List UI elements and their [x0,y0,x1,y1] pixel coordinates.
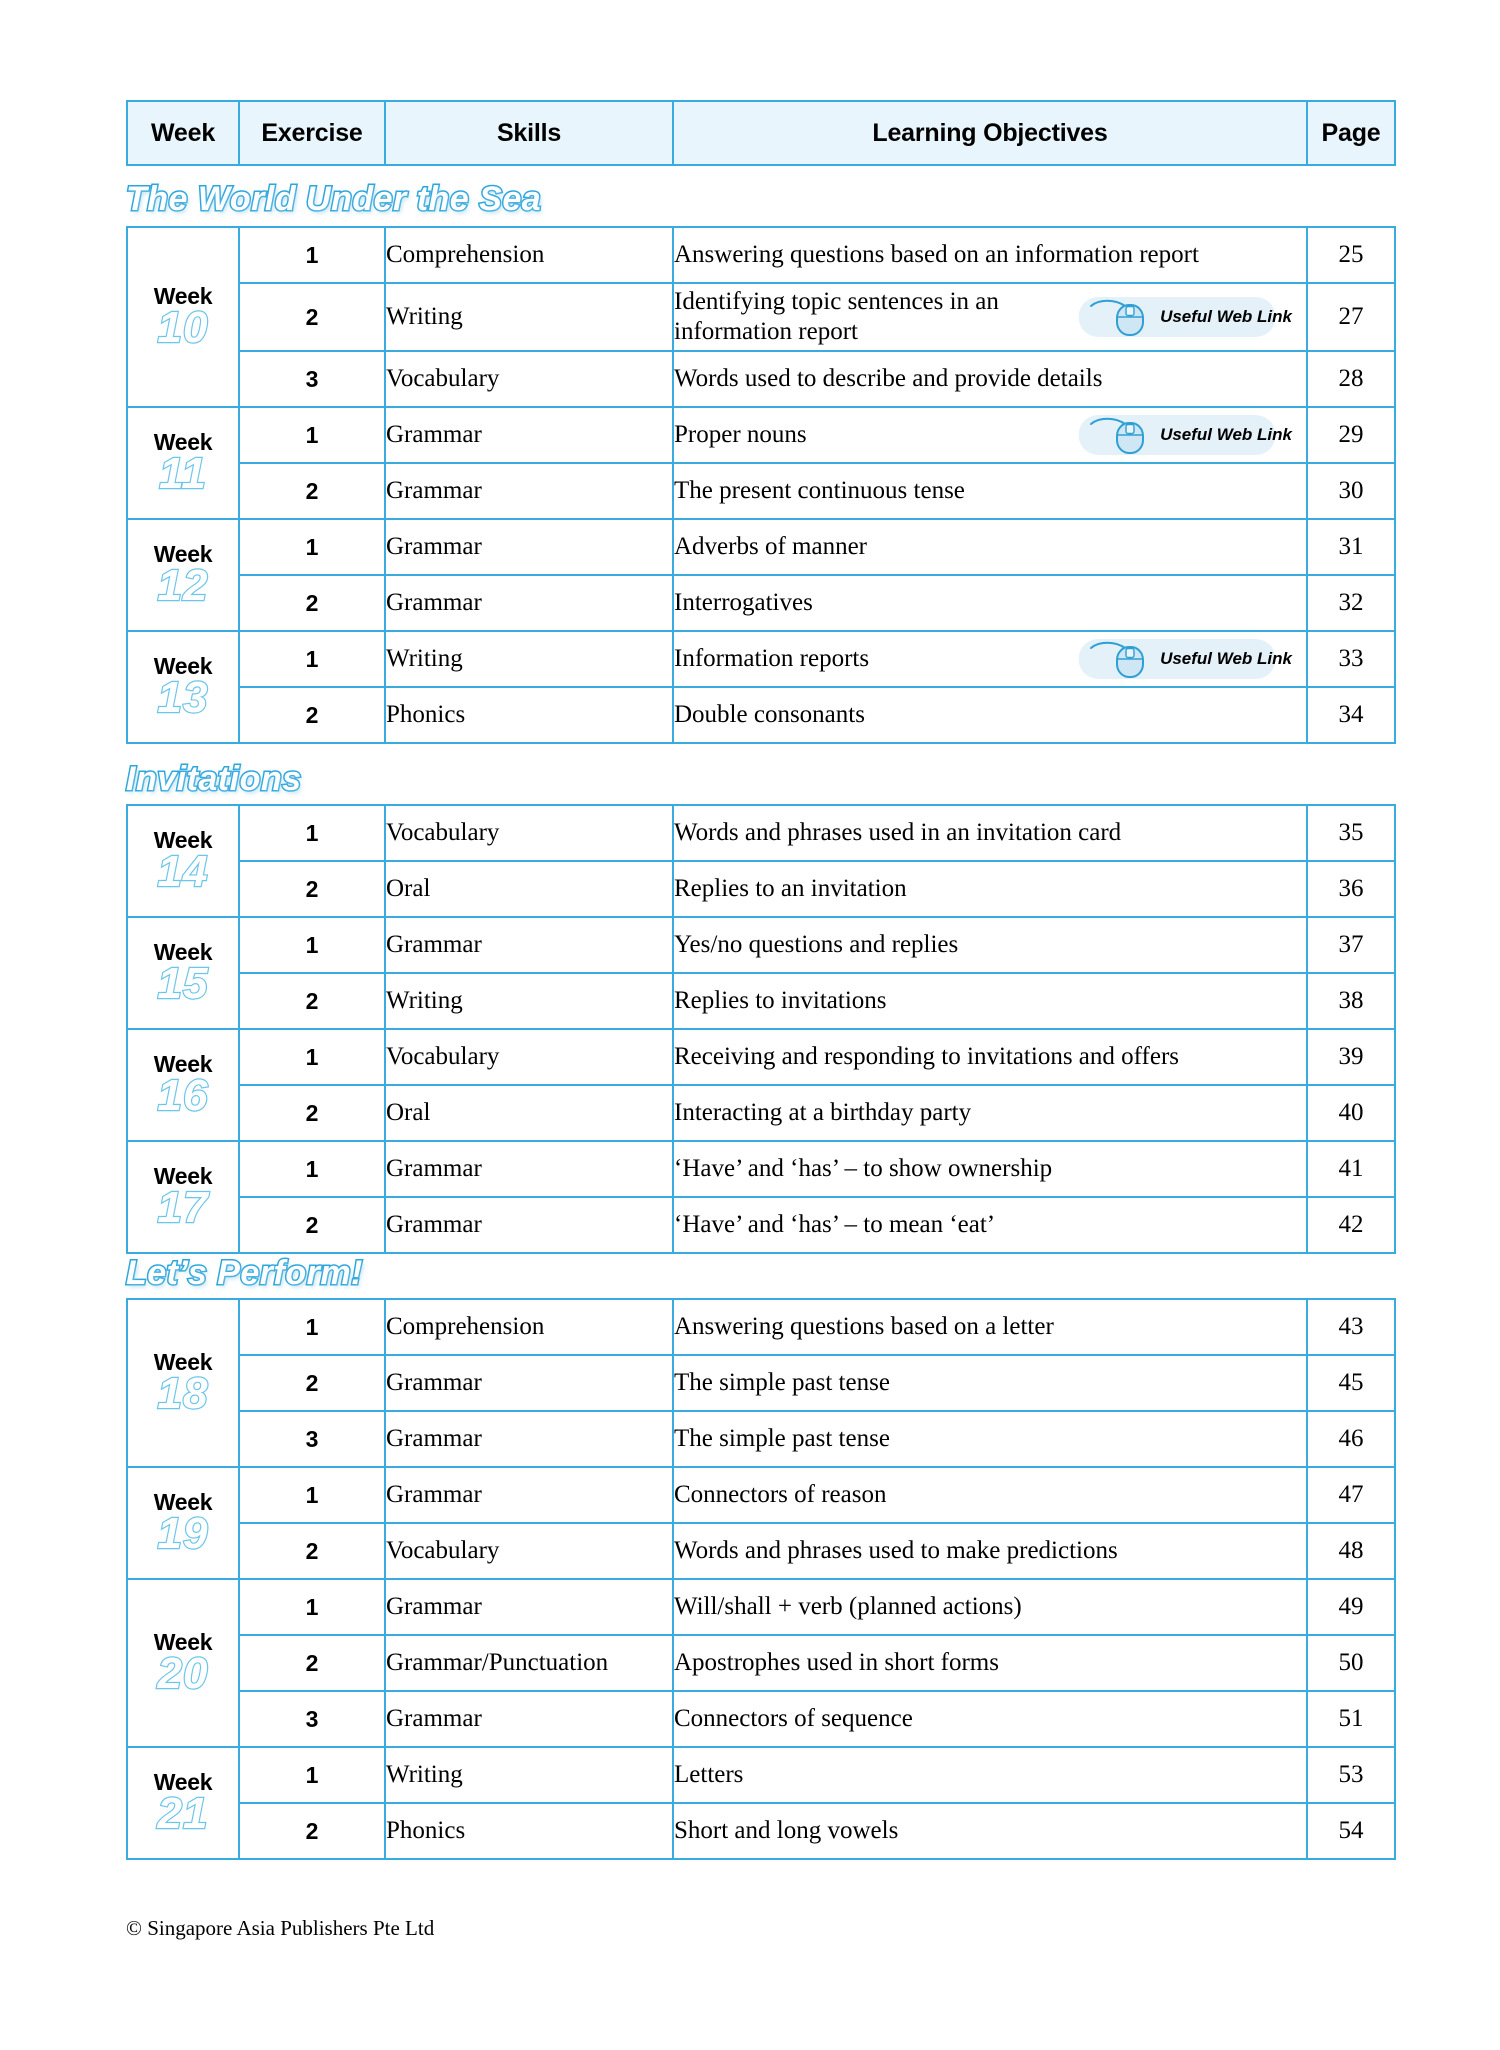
week-number: 18 [157,1369,209,1419]
week-label: Week [153,1348,213,1375]
learning-objective-cell [673,805,1307,861]
week-label: Week [153,1628,213,1655]
page-number: 41 [1307,1141,1395,1197]
week-label: Week [153,428,213,455]
learning-objective-cell [673,1691,1307,1747]
week-number: 21 [157,1789,209,1839]
skill-name: Writing [385,631,673,687]
learning-objective-cell [673,1085,1307,1141]
table-row [127,1141,1395,1197]
weblink-label: Useful Web Link [1160,649,1292,668]
skill-name: Grammar [385,575,673,631]
table-row [127,1411,1395,1467]
page-number: 28 [1307,351,1395,407]
table-row [127,351,1395,407]
header-table [126,100,1396,166]
table-row [127,1029,1395,1085]
page-number: 32 [1307,575,1395,631]
learning-objective-cell [673,1029,1307,1085]
learning-objective-text: Will/shall + verb (planned actions) [674,1593,1022,1620]
skill-name: Grammar [385,1411,673,1467]
exercise-number: 1 [239,1747,385,1803]
learning-objective-cell [673,1141,1307,1197]
week-number: 19 [157,1509,209,1559]
section-table [126,804,1396,1254]
learning-objective-cell [673,1523,1307,1579]
page-number: 27 [1307,283,1395,351]
week-number: 12 [157,561,209,611]
page-number: 49 [1307,1579,1395,1635]
learning-objective-text: Short and long vowels [674,1817,899,1844]
weblink-label: Useful Web Link [1160,425,1292,444]
learning-objective-text: Proper nouns [674,421,807,448]
exercise-number: 1 [239,407,385,463]
page-number: 30 [1307,463,1395,519]
week-label: Week [153,652,213,679]
week-label: Week [153,1162,213,1189]
week-cell [127,631,239,743]
exercise-number: 3 [239,1411,385,1467]
exercise-number: 1 [239,805,385,861]
column-header-page: Page [1307,101,1395,165]
mouse-icon [1085,415,1163,455]
learning-objective-text: Connectors of reason [674,1481,887,1508]
exercise-number: 1 [239,1141,385,1197]
skill-name: Writing [385,973,673,1029]
learning-objective-text: Words and phrases used in an invitation card [674,819,1122,846]
table-row [127,519,1395,575]
exercise-number: 2 [239,1355,385,1411]
learning-objective-cell [673,1299,1307,1355]
learning-objective-text: Replies to invitations [674,987,887,1014]
table-row [127,227,1395,283]
exercise-number: 2 [239,575,385,631]
page-number: 43 [1307,1299,1395,1355]
section-title: Let’s Perform! [126,1254,363,1292]
week-cell [127,407,239,519]
learning-objective-cell [673,861,1307,917]
page-number: 48 [1307,1523,1395,1579]
week-label: Week [153,540,213,567]
exercise-number: 1 [239,227,385,283]
table-row [127,805,1395,861]
week-label: Week [153,282,213,309]
table-row [127,1467,1395,1523]
section-title: The World Under the Sea [126,180,542,218]
exercise-number: 2 [239,463,385,519]
week-label: Week [153,938,213,965]
exercise-number: 3 [239,1691,385,1747]
skill-name: Grammar/Punctuation [385,1635,673,1691]
skill-name: Oral [385,861,673,917]
useful-web-link-badge[interactable] [1085,637,1292,681]
skill-name: Grammar [385,1579,673,1635]
table-row [127,1579,1395,1635]
skill-name: Writing [385,283,673,351]
learning-objective-text: The simple past tense [674,1369,890,1396]
learning-objective-text: Words and phrases used to make predictions [674,1537,1118,1564]
exercise-number: 2 [239,1635,385,1691]
learning-objective-cell [673,1355,1307,1411]
table-row [127,631,1395,687]
useful-web-link-badge[interactable] [1085,413,1292,457]
skill-name: Grammar [385,1197,673,1253]
skill-name: Grammar [385,1355,673,1411]
skill-name: Vocabulary [385,1523,673,1579]
week-label: Week [153,826,213,853]
week-cell [127,1747,239,1859]
skill-name: Grammar [385,519,673,575]
section-table-wrap [126,1298,1396,1860]
learning-objective-text: Information reports [674,645,870,672]
table-row [127,861,1395,917]
week-number: 10 [157,303,209,353]
learning-objective-text: Adverbs of manner [674,533,867,560]
page-number: 53 [1307,1747,1395,1803]
week-number: 13 [157,673,209,723]
skill-name: Phonics [385,1803,673,1859]
page-number: 33 [1307,631,1395,687]
week-label: Week [153,1050,213,1077]
exercise-number: 2 [239,687,385,743]
learning-objective-text: Identifying topic sentences in an information report [674,287,999,345]
week-cell [127,1299,239,1467]
table-row [127,1691,1395,1747]
skill-name: Vocabulary [385,1029,673,1085]
skill-name: Phonics [385,687,673,743]
page-number: 36 [1307,861,1395,917]
table-row [127,407,1395,463]
learning-objective-cell [673,1635,1307,1691]
learning-objective-text: ‘Have’ and ‘has’ – to show ownership [674,1155,1053,1182]
week-number: 16 [157,1071,209,1121]
skill-name: Grammar [385,463,673,519]
table-row [127,1355,1395,1411]
exercise-number: 2 [239,1085,385,1141]
skill-name: Oral [385,1085,673,1141]
section-title: Invitations [126,760,302,798]
week-cell [127,917,239,1029]
week-number: 14 [157,847,209,897]
page-number: 54 [1307,1803,1395,1859]
learning-objective-cell [673,407,1307,463]
learning-objective-cell [673,917,1307,973]
page-number: 35 [1307,805,1395,861]
learning-objective-text: Replies to an invitation [674,875,907,902]
learning-objective-text: Answering questions based on a letter [674,1313,1054,1340]
week-label: Week [153,1488,213,1515]
learning-objective-cell [673,1197,1307,1253]
learning-objective-cell [673,631,1307,687]
header-row [127,101,1395,165]
learning-objective-text: The simple past tense [674,1425,890,1452]
page-number: 34 [1307,687,1395,743]
learning-objective-text: Apostrophes used in short forms [674,1649,999,1676]
section-table-wrap [126,804,1396,1254]
section-table [126,226,1396,744]
week-number: 20 [157,1649,209,1699]
skill-name: Vocabulary [385,351,673,407]
learning-objective-text: Double consonants [674,701,865,728]
exercise-number: 2 [239,1523,385,1579]
learning-objective-text: Letters [674,1761,744,1788]
skill-name: Grammar [385,1467,673,1523]
table-row [127,687,1395,743]
page-number: 25 [1307,227,1395,283]
table-row [127,1085,1395,1141]
learning-objective-cell [673,519,1307,575]
page-number: 29 [1307,407,1395,463]
learning-objective-text: Answering questions based on an information report [674,241,1199,268]
table-row [127,1299,1395,1355]
learning-objective-text: Yes/no questions and replies [674,931,959,958]
table-row [127,575,1395,631]
mouse-icon [1085,297,1163,337]
table-row [127,463,1395,519]
learning-objective-cell [673,351,1307,407]
skill-name: Grammar [385,407,673,463]
exercise-number: 1 [239,519,385,575]
column-header-objectives: Learning Objectives [673,101,1307,165]
learning-objective-cell [673,575,1307,631]
exercise-number: 2 [239,1803,385,1859]
exercise-number: 2 [239,283,385,351]
skill-name: Grammar [385,1141,673,1197]
table-header-strip [126,100,1396,166]
learning-objective-cell [673,1411,1307,1467]
column-header-skills: Skills [385,101,673,165]
exercise-number: 2 [239,1197,385,1253]
page-number: 31 [1307,519,1395,575]
page-number: 42 [1307,1197,1395,1253]
mouse-icon [1085,639,1163,679]
exercise-number: 1 [239,1579,385,1635]
week-cell [127,1467,239,1579]
column-header-week: Week [127,101,239,165]
learning-objective-text: Interrogatives [674,589,813,616]
page-number: 46 [1307,1411,1395,1467]
learning-objective-cell [673,973,1307,1029]
page-number: 50 [1307,1635,1395,1691]
week-cell [127,1579,239,1747]
exercise-number: 3 [239,351,385,407]
learning-objective-cell [673,1467,1307,1523]
table-row [127,283,1395,351]
table-row [127,973,1395,1029]
learning-objective-cell [673,1803,1307,1859]
table-row [127,1803,1395,1859]
learning-objective-text: Receiving and responding to invitations and offers [674,1043,1179,1070]
skill-name: Writing [385,1747,673,1803]
learning-objective-text: Interacting at a birthday party [674,1099,972,1126]
exercise-number: 1 [239,1467,385,1523]
page-number: 51 [1307,1691,1395,1747]
exercise-number: 1 [239,1299,385,1355]
exercise-number: 1 [239,631,385,687]
footer-copyright: © Singapore Asia Publishers Pte Ltd [126,1916,435,1940]
exercise-number: 2 [239,973,385,1029]
section-table-wrap [126,226,1396,744]
learning-objective-text: Connectors of sequence [674,1705,913,1732]
learning-objective-text: Words used to describe and provide details [674,365,1103,392]
learning-objective-cell [673,227,1307,283]
learning-objective-cell [673,687,1307,743]
page-number: 39 [1307,1029,1395,1085]
table-row [127,1747,1395,1803]
section-table [126,1298,1396,1860]
column-header-exercise: Exercise [239,101,385,165]
page-number: 47 [1307,1467,1395,1523]
learning-objective-cell [673,283,1307,351]
page-number: 40 [1307,1085,1395,1141]
week-cell [127,1141,239,1253]
learning-objective-text: The present continuous tense [674,477,965,504]
weblink-label: Useful Web Link [1160,307,1292,326]
exercise-number: 1 [239,1029,385,1085]
skill-name: Grammar [385,1691,673,1747]
learning-objective-cell [673,1747,1307,1803]
page-number: 37 [1307,917,1395,973]
week-number: 17 [157,1183,209,1233]
table-row [127,1635,1395,1691]
page-number: 38 [1307,973,1395,1029]
week-cell [127,1029,239,1141]
week-number: 15 [157,959,209,1009]
exercise-number: 2 [239,861,385,917]
skill-name: Vocabulary [385,805,673,861]
skill-name: Comprehension [385,1299,673,1355]
week-cell [127,227,239,407]
skill-name: Grammar [385,917,673,973]
learning-objective-cell [673,463,1307,519]
page-number: 45 [1307,1355,1395,1411]
week-number: 11 [159,449,207,499]
week-label: Week [153,1768,213,1795]
learning-objective-text: ‘Have’ and ‘has’ – to mean ‘eat’ [674,1211,996,1238]
skill-name: Comprehension [385,227,673,283]
week-cell [127,805,239,917]
learning-objective-cell [673,1579,1307,1635]
useful-web-link-badge[interactable] [1085,295,1292,339]
table-row [127,917,1395,973]
table-row [127,1523,1395,1579]
exercise-number: 1 [239,917,385,973]
week-cell [127,519,239,631]
table-row [127,1197,1395,1253]
